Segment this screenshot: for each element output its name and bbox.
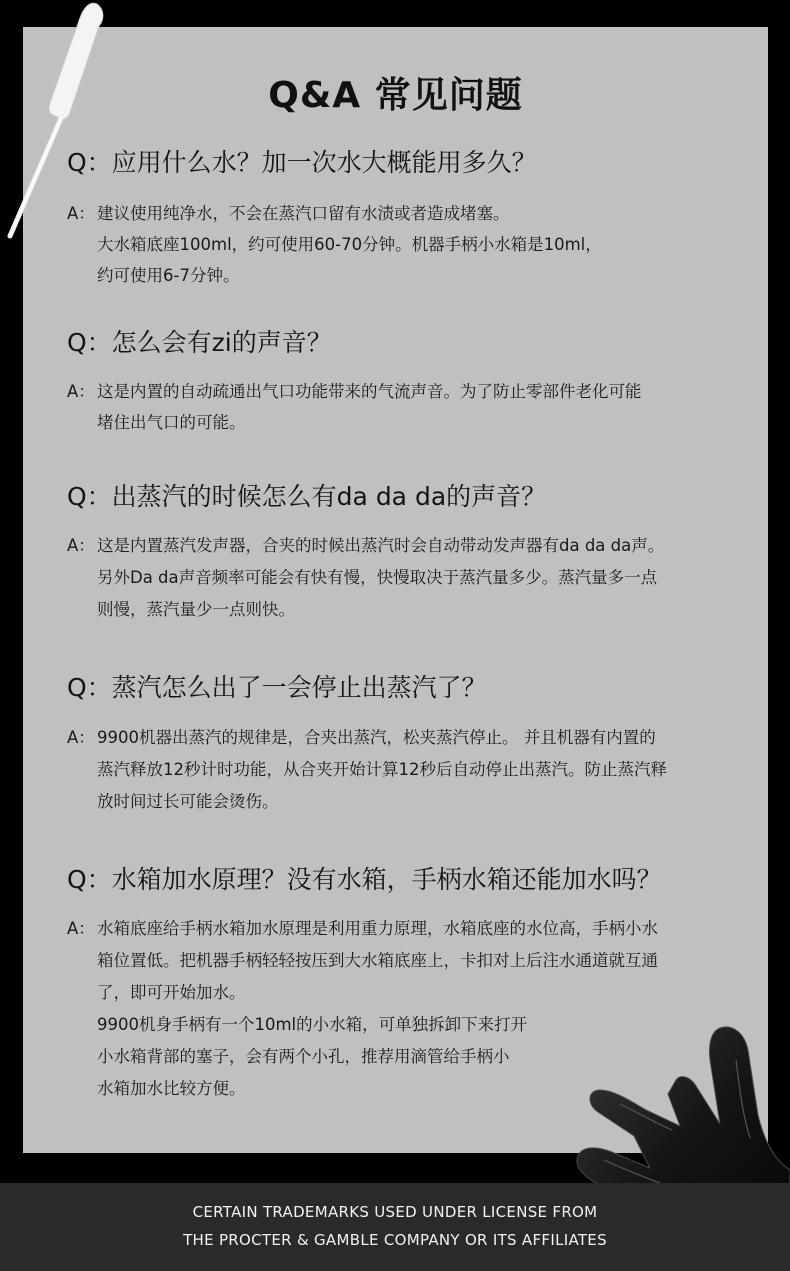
question-text: Q：水箱加水原理？没有水箱，手柄水箱还能加水吗？ [67, 865, 662, 894]
answer-line: 蒸汽释放12秒计时功能，从合夹开始计算12秒后自动停止出蒸汽。防止蒸汽释 [97, 760, 667, 779]
answer-line: 这是内置蒸汽发声器，合夹的时候出蒸汽时会自动带动发声器有da da da声。 [97, 536, 665, 555]
answer-line: 水箱底座给手柄水箱加水原理是利用重力原理，水箱底座的水位高，手柄小水 [97, 919, 658, 938]
question-text: Q：蒸汽怎么出了一会停止出蒸汽了？ [67, 673, 487, 702]
answer-prefix: A： [67, 919, 95, 938]
answer-line: 了，即可开始加水。 [97, 983, 246, 1002]
answer-line: 大水箱底座100ml，约可使用60-70分钟。机器手柄小水箱是10ml， [97, 235, 602, 254]
answer-line: 堵住出气口的可能。 [97, 413, 246, 432]
qa-panel [23, 27, 768, 1153]
answer-prefix: A： [67, 536, 95, 555]
answer-prefix: A： [67, 728, 95, 747]
question-text: Q：应用什么水？加一次水大概能用多久？ [67, 148, 537, 177]
answer-prefix: A： [67, 204, 95, 223]
footer-line-1: CERTAIN TRADEMARKS USED UNDER LICENSE FROM [192, 1203, 598, 1221]
answer-line: 这是内置的自动疏通出气口功能带来的气流声音。为了防止零部件老化可能 [97, 382, 642, 401]
answer-line: 另外Da da声音频率可能会有快有慢，快慢取决于蒸汽量多少。蒸汽量多一点 [97, 568, 658, 587]
pipette-icon [0, 0, 120, 250]
footer-line-2: THE PROCTER & GAMBLE COMPANY OR ITS AFFILIATES [183, 1231, 607, 1249]
answer-line: 箱位置低。把机器手柄轻轻按压到大水箱底座上，卡扣对上后注水通道就互通 [97, 951, 658, 970]
answer-line: 则慢，蒸汽量少一点则快。 [97, 600, 295, 619]
answer-line: 9900机器出蒸汽的规律是，合夹出蒸汽，松夹蒸汽停止。 并且机器有内置的 [97, 728, 656, 747]
answer-line: 9900机身手柄有一个10ml的小水箱，可单独拆卸下来打开 [97, 1015, 528, 1034]
page-title: Q&A 常见问题 [268, 75, 523, 116]
answer-line: 水箱加水比较方便。 [97, 1079, 246, 1098]
answer-line: 放时间过长可能会烫伤。 [97, 792, 279, 811]
question-text: Q：怎么会有zi的声音？ [67, 328, 332, 357]
answer-line: 小水箱背部的塞子，会有两个小孔，推荐用滴管给手柄小 [97, 1047, 510, 1066]
trademark-footer [0, 1183, 790, 1271]
question-text: Q：出蒸汽的时候怎么有da da da的声音？ [67, 482, 547, 511]
answer-line: 建议使用纯净水，不会在蒸汽口留有水渍或者造成堵塞。 [97, 204, 510, 223]
answer-line: 约可使用6-7分钟。 [97, 266, 240, 285]
answer-prefix: A： [67, 382, 95, 401]
